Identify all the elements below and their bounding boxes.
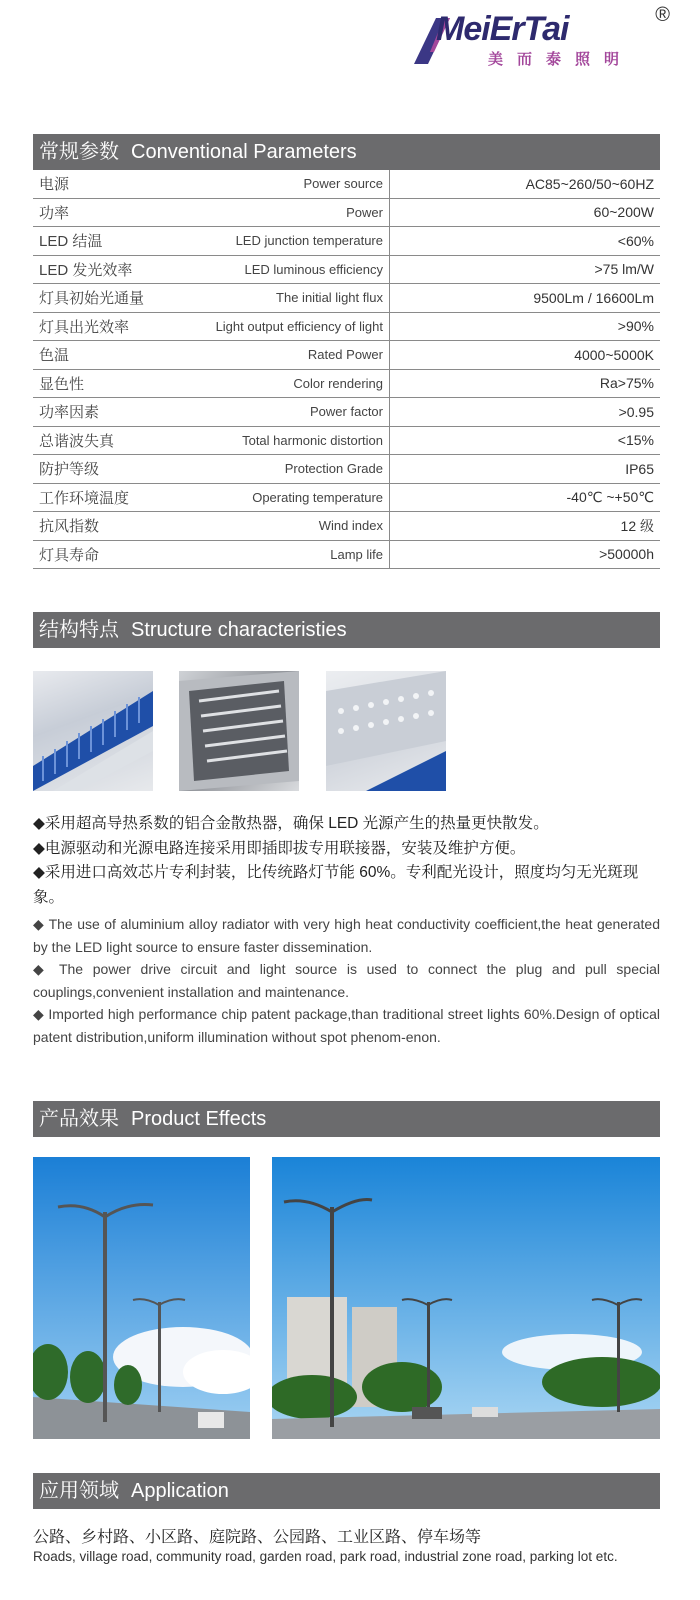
param-en: LED junction temperature xyxy=(165,227,390,256)
param-en: Protection Grade xyxy=(165,455,390,484)
param-en: Operating temperature xyxy=(165,483,390,512)
param-value: >50000h xyxy=(390,540,661,569)
brand-logo xyxy=(414,4,670,68)
param-value: 4000~5000K xyxy=(390,341,661,370)
section-title-en: Structure characteristies xyxy=(131,619,347,641)
section-header-structure xyxy=(33,612,660,648)
param-row xyxy=(33,284,660,313)
param-row xyxy=(33,198,660,227)
section-title-en: Product Effects xyxy=(131,1108,267,1130)
street-photo-2 xyxy=(272,1157,660,1439)
param-en: Wind index xyxy=(165,512,390,541)
section-title-cn: 结构特点 xyxy=(39,619,119,641)
logo-brand-text: MeiErTai xyxy=(436,10,569,48)
heatsink-photo-2 xyxy=(179,671,299,791)
param-cn: 功率 xyxy=(33,198,165,227)
section-title-cn: 产品效果 xyxy=(39,1108,119,1130)
param-value: >75 lm/W xyxy=(390,255,661,284)
param-value: 9500Lm / 16600Lm xyxy=(390,284,661,313)
param-cn: 显色性 xyxy=(33,369,165,398)
structure-en-item: ◆ Imported high performance chip patent package,than traditional street lights 60%.Design of optical patent distribution,uniform illumination without spot phenom-enon. xyxy=(33,1006,660,1045)
structure-en-item: ◆ The power drive circuit and light source is used to connect the plug and pull special couplings,convenient installation and maintenance. xyxy=(33,961,660,1000)
structure-en-list xyxy=(33,913,660,1048)
param-en: Lamp life xyxy=(165,540,390,569)
registered-mark: ® xyxy=(655,4,670,26)
param-cn: 灯具寿命 xyxy=(33,540,165,569)
param-row xyxy=(33,170,660,198)
param-value: 12 级 xyxy=(390,512,661,541)
application-cn-text: 公路、乡村路、小区路、庭院路、公园路、工业区路、停车场等 xyxy=(33,1529,482,1546)
param-row xyxy=(33,341,660,370)
param-value: AC85~260/50~60HZ xyxy=(390,170,661,198)
structure-en-item: ◆ The use of aluminium alloy radiator with very high heat conductivity coefficient,the heat generated by the LED light source to ensure faster dissemination. xyxy=(33,916,660,955)
param-cn: 功率因素 xyxy=(33,398,165,427)
param-row xyxy=(33,512,660,541)
param-row xyxy=(33,255,660,284)
param-value: IP65 xyxy=(390,455,661,484)
param-en: The initial light flux xyxy=(165,284,390,313)
heatsink-photo-1 xyxy=(33,671,153,791)
param-cn: 抗风指数 xyxy=(33,512,165,541)
param-en: Total harmonic distortion xyxy=(165,426,390,455)
param-row xyxy=(33,312,660,341)
param-en: LED luminous efficiency xyxy=(165,255,390,284)
param-value: 60~200W xyxy=(390,198,661,227)
structure-cn-item: ◆采用进口高效芯片专利封装，比传统路灯节能 60%。专利配光设计，照度均匀无光斑现象。 xyxy=(33,864,639,906)
param-en: Rated Power xyxy=(165,341,390,370)
param-row xyxy=(33,369,660,398)
param-cn: 灯具初始光通量 xyxy=(33,284,165,313)
section-header-params xyxy=(33,134,660,170)
param-en: Color rendering xyxy=(165,369,390,398)
param-cn: 总谐波失真 xyxy=(33,426,165,455)
structure-cn-item: ◆电源驱动和光源电路连接采用即插即拔专用联接器，安装及维护方便。 xyxy=(33,839,526,857)
param-value: >0.95 xyxy=(390,398,661,427)
param-row xyxy=(33,227,660,256)
param-cn: 色温 xyxy=(33,341,165,370)
param-value: <15% xyxy=(390,426,661,455)
section-header-effects xyxy=(33,1101,660,1137)
param-cn: 工作环境温度 xyxy=(33,483,165,512)
param-en: Power source xyxy=(165,170,390,198)
logo-cn-text: 美而泰照明 xyxy=(488,51,634,68)
param-cn: 电源 xyxy=(33,170,165,198)
param-value: Ra>75% xyxy=(390,369,661,398)
param-en: Light output efficiency of light xyxy=(165,312,390,341)
application-en-text: Roads, village road, community road, garden road, park road, industrial zone road, parking lot etc. xyxy=(33,1549,618,1564)
param-cn: LED 发光效率 xyxy=(33,255,165,284)
param-row xyxy=(33,426,660,455)
param-row xyxy=(33,398,660,427)
section-title-cn: 常规参数 xyxy=(39,141,119,163)
parameters-table xyxy=(33,170,660,569)
section-title-en: Application xyxy=(131,1480,229,1502)
param-row xyxy=(33,455,660,484)
structure-cn-list xyxy=(33,812,660,910)
section-header-application xyxy=(33,1473,660,1509)
heatsink-photo-3 xyxy=(326,671,446,791)
param-row xyxy=(33,540,660,569)
param-value: -40℃ ~+50℃ xyxy=(390,483,661,512)
param-value: >90% xyxy=(390,312,661,341)
param-cn: LED 结温 xyxy=(33,227,165,256)
street-photo-1 xyxy=(33,1157,250,1439)
param-cn: 防护等级 xyxy=(33,455,165,484)
param-en: Power factor xyxy=(165,398,390,427)
param-row xyxy=(33,483,660,512)
param-cn: 灯具出光效率 xyxy=(33,312,165,341)
section-title-en: Conventional Parameters xyxy=(131,141,357,163)
section-title-cn: 应用领域 xyxy=(39,1480,119,1502)
param-en: Power xyxy=(165,198,390,227)
structure-cn-item: ◆采用超高导热系数的铝合金散热器，确保 LED 光源产生的热量更快散发。 xyxy=(33,815,549,832)
param-value: <60% xyxy=(390,227,661,256)
